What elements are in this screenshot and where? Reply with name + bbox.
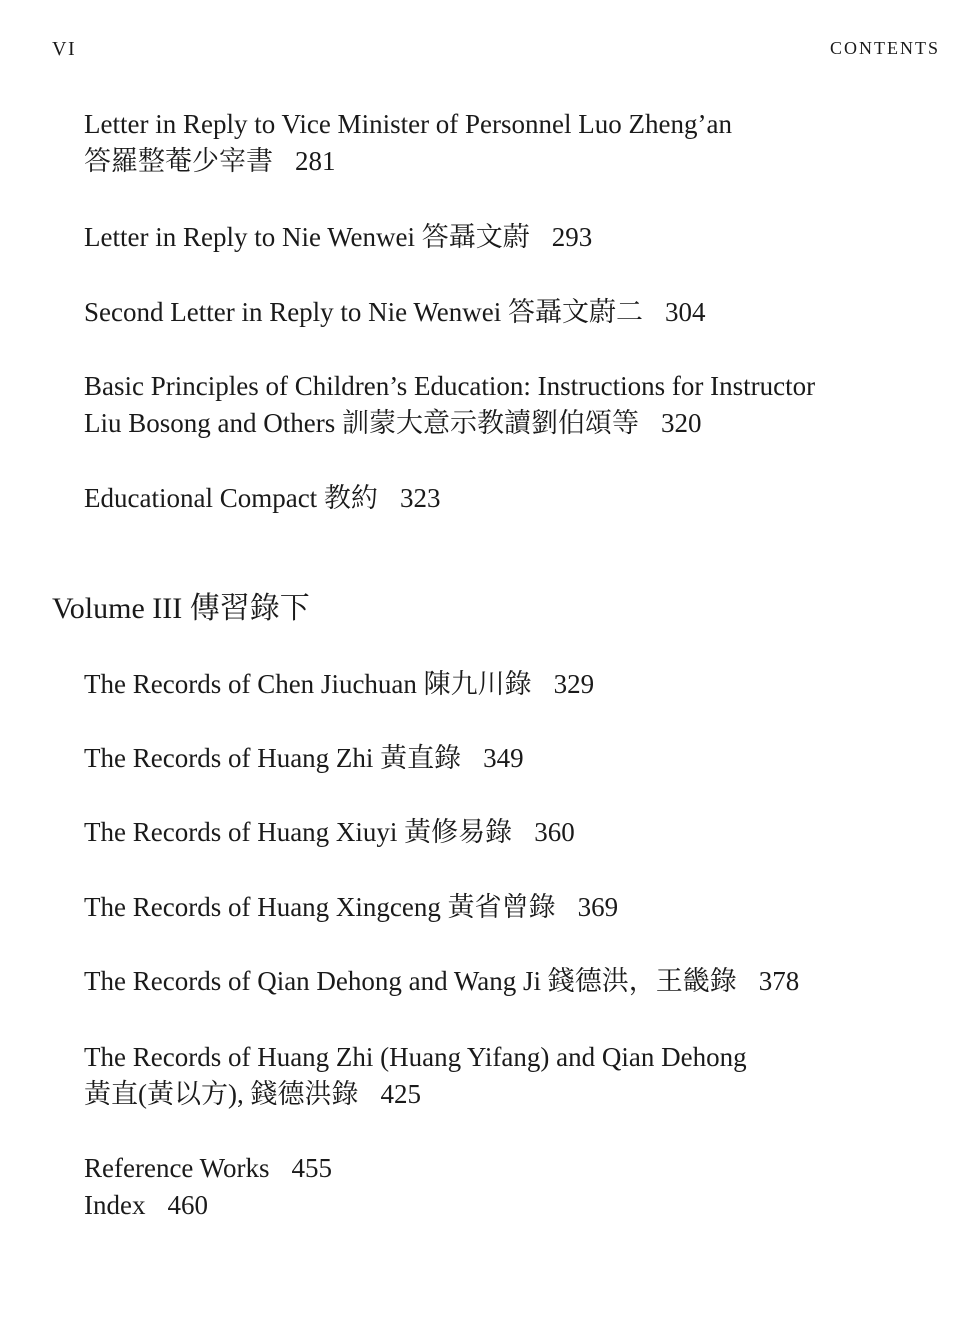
toc-entry-title: The Records of Huang Xingceng 黃省曾錄 bbox=[84, 892, 556, 922]
toc-entry-title: Letter in Reply to Nie Wenwei 答聶文蔚 bbox=[84, 222, 530, 252]
toc-entry-title-cont: Liu Bosong and Others 訓蒙大意示教讀劉伯頌等 bbox=[84, 408, 639, 438]
volume-heading: Volume III 傳習錄下 bbox=[52, 592, 310, 625]
toc-entry-title: Letter in Reply to Vice Minister of Personnel Luo Zheng’an bbox=[84, 109, 732, 139]
toc-entry-page: 349 bbox=[483, 743, 524, 773]
toc-entry-page: 378 bbox=[758, 966, 800, 996]
toc-entry-page: 360 bbox=[534, 817, 575, 847]
toc-entry-title: Second Letter in Reply to Nie Wenwei 答聶文蔚二 bbox=[84, 297, 643, 327]
toc-back-matter bbox=[84, 1150, 332, 1224]
toc-entry-title-cont: 黃直(黃以方), 錢德洪錄 bbox=[84, 1079, 359, 1109]
toc-entry-title: The Records of Chen Jiuchuan 陳九川錄 bbox=[84, 669, 532, 699]
toc-entry-title: Educational Compact 教約 bbox=[84, 483, 378, 513]
toc-entry-title: The Records of Huang Zhi (Huang Yifang) and Qian Dehong bbox=[84, 1042, 747, 1072]
toc-entry-page: 460 bbox=[167, 1190, 208, 1220]
toc-entry-nie-wenwei-second bbox=[84, 294, 705, 331]
toc-entry-page: 293 bbox=[551, 222, 593, 252]
toc-entry-childrens-education bbox=[84, 368, 815, 442]
toc-entry-chen-jiuchuan bbox=[84, 666, 594, 703]
section-title: CONTENTS bbox=[830, 38, 940, 58]
toc-entry-page: 304 bbox=[664, 297, 706, 327]
toc-entry-nie-wenwei bbox=[84, 219, 592, 256]
toc-entry-huang-zhi-qian-dehong bbox=[84, 1039, 747, 1113]
toc-entry-title: The Records of Qian Dehong and Wang Ji 錢德洪，王畿錄 bbox=[84, 966, 737, 996]
toc-entry-huang-xiuyi bbox=[84, 814, 575, 851]
toc-entry-educational-compact bbox=[84, 480, 440, 517]
running-head bbox=[52, 38, 940, 66]
toc-entry-title: The Records of Huang Xiuyi 黃修易錄 bbox=[84, 817, 513, 847]
toc-entry-luo-zhengan bbox=[84, 106, 732, 180]
toc-entry-huang-xingceng bbox=[84, 889, 618, 926]
toc-entry-qian-dehong-wang-ji bbox=[84, 963, 799, 1000]
toc-entry-page: 369 bbox=[577, 892, 619, 922]
toc-entry-page: 455 bbox=[291, 1153, 332, 1183]
toc-entry-huang-zhi bbox=[84, 740, 524, 777]
toc-entry-page: 329 bbox=[553, 669, 595, 699]
toc-entry-page: 323 bbox=[399, 483, 441, 513]
toc-entry-title-cont: 答羅整菴少宰書 bbox=[84, 146, 273, 176]
toc-entry-reference-works: Reference Works bbox=[84, 1153, 270, 1183]
toc-entry-page: 281 bbox=[295, 146, 336, 176]
toc-entry-page: 320 bbox=[660, 408, 702, 438]
toc-entry-title: The Records of Huang Zhi 黃直錄 bbox=[84, 743, 462, 773]
toc-entry-title: Basic Principles of Children’s Education: Instructions for Instructor bbox=[84, 371, 816, 401]
toc-entry-index: Index bbox=[84, 1190, 146, 1220]
page-number: VI bbox=[52, 38, 77, 60]
toc-entry-page: 425 bbox=[380, 1079, 421, 1109]
